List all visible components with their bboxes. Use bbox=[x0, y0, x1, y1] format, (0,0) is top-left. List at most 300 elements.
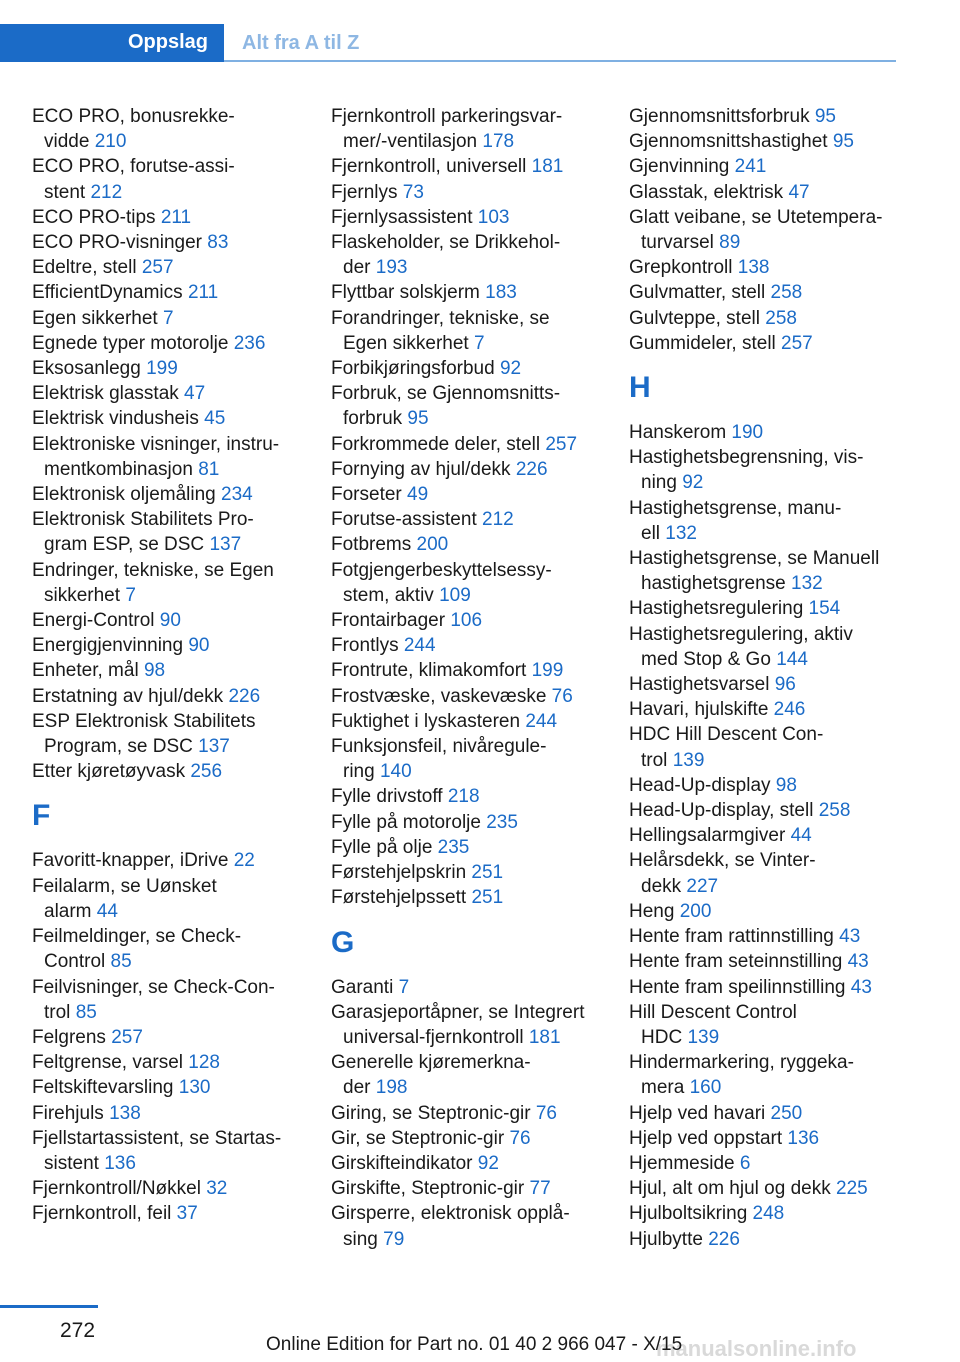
entry-text: ECO PRO, forutse-assi- bbox=[32, 156, 235, 178]
index-entry-continuation bbox=[32, 899, 312, 924]
page-link[interactable]: 178 bbox=[482, 131, 515, 153]
entry-text: Feltskiftevarsling bbox=[32, 1077, 179, 1099]
entry-text: Fornying av hjul/dekk bbox=[331, 458, 516, 480]
entry-text: Forkrommede deler, stell bbox=[331, 433, 546, 455]
page-link[interactable]: 258 bbox=[818, 800, 851, 822]
entry-text: Gummideler, stell bbox=[629, 332, 782, 354]
entry-text: Garasjeportåpner, se Integrert bbox=[331, 1001, 585, 1023]
entry-text: mer/-ventilasjon bbox=[343, 131, 483, 153]
page-link[interactable]: 136 bbox=[787, 1127, 820, 1149]
entry-text: mera bbox=[641, 1077, 690, 1099]
index-entry-continuation bbox=[629, 230, 909, 255]
letter-heading: H bbox=[629, 371, 651, 405]
page-link[interactable]: 235 bbox=[437, 836, 470, 858]
index-entry bbox=[32, 874, 312, 899]
index-entry bbox=[629, 1227, 909, 1252]
page-link[interactable]: 76 bbox=[535, 1102, 557, 1124]
index-entry bbox=[331, 1176, 611, 1201]
index-entry bbox=[629, 496, 909, 521]
entry-text: Eksosanlegg bbox=[32, 358, 147, 380]
index-entry bbox=[629, 255, 909, 280]
page-link[interactable]: 139 bbox=[687, 1026, 720, 1048]
entry-text: Fuktighet i lyskasteren bbox=[331, 710, 526, 732]
page-link[interactable]: 43 bbox=[839, 926, 861, 948]
page-link[interactable]: 225 bbox=[836, 1178, 868, 1200]
entry-text: Feltgrense, varsel bbox=[32, 1052, 189, 1074]
entry-text: Elektrisk vindusheis bbox=[32, 408, 205, 430]
index-entry-continuation bbox=[629, 521, 909, 546]
entry-text: Hastighetsgrense, se Manuell bbox=[629, 548, 880, 570]
entry-text: gram ESP, se DSC bbox=[44, 534, 210, 556]
page-link[interactable]: 37 bbox=[176, 1203, 198, 1225]
entry-text: ell bbox=[641, 522, 666, 544]
index-entry bbox=[32, 759, 312, 784]
index-entry bbox=[629, 596, 909, 621]
index-entry bbox=[629, 924, 909, 949]
page-link[interactable]: 22 bbox=[233, 850, 255, 872]
page-link[interactable]: 248 bbox=[752, 1203, 785, 1225]
index-entry bbox=[331, 205, 611, 230]
index-entry-continuation bbox=[331, 759, 611, 784]
index-entry bbox=[32, 1201, 312, 1226]
entry-text: Fylle drivstoff bbox=[331, 786, 448, 808]
page-link[interactable]: 44 bbox=[790, 825, 812, 847]
entry-text: Hjulbytte bbox=[629, 1228, 709, 1250]
index-entry bbox=[32, 633, 312, 658]
index-entry-continuation bbox=[629, 470, 909, 495]
page-link[interactable]: 76 bbox=[551, 685, 573, 707]
index-entry bbox=[331, 684, 611, 709]
page-link[interactable]: 183 bbox=[485, 282, 517, 304]
index-entry bbox=[629, 331, 909, 356]
page-link[interactable]: 95 bbox=[407, 408, 429, 430]
page-link[interactable]: 139 bbox=[672, 749, 705, 771]
entry-text: Hindermarkering, ryggeka- bbox=[629, 1052, 854, 1074]
page-link[interactable]: 103 bbox=[477, 206, 510, 228]
entry-text: Helårsdekk, se Vinter- bbox=[629, 850, 816, 872]
entry-text: Elektroniske visninger, instru- bbox=[32, 433, 280, 455]
entry-text: der bbox=[343, 257, 376, 279]
index-entry-continuation bbox=[331, 1227, 611, 1252]
entry-text: Fotgjengerbeskyttelsessy- bbox=[331, 559, 552, 581]
entry-text: Program, se DSC bbox=[44, 736, 199, 758]
page-link[interactable]: 199 bbox=[146, 358, 178, 380]
letter-heading: G bbox=[331, 925, 355, 959]
entry-text: Hellingsalarmgiver bbox=[629, 825, 791, 847]
entry-text: Fotbrems bbox=[331, 534, 417, 556]
index-entry bbox=[629, 306, 909, 331]
page-link[interactable]: 250 bbox=[770, 1102, 803, 1124]
index-entry bbox=[331, 975, 611, 1000]
index-entry bbox=[331, 885, 611, 910]
page-link[interactable]: 181 bbox=[528, 1026, 561, 1048]
index-entry bbox=[32, 230, 312, 255]
index-entry bbox=[331, 860, 611, 885]
page-link[interactable]: 83 bbox=[207, 232, 229, 254]
entry-text: Førstehjelpssett bbox=[331, 887, 472, 909]
entry-text: sing bbox=[343, 1228, 384, 1250]
index-entry bbox=[629, 1151, 909, 1176]
page-link[interactable]: 130 bbox=[178, 1077, 211, 1099]
entry-text: Firehjuls bbox=[32, 1102, 110, 1124]
page-link[interactable]: 106 bbox=[450, 610, 483, 632]
index-entry-continuation bbox=[32, 734, 312, 759]
index-entry-continuation bbox=[331, 129, 611, 154]
index-entry bbox=[331, 1126, 611, 1151]
entry-text: Energigjenvinning bbox=[32, 635, 189, 657]
page-link[interactable]: 199 bbox=[531, 660, 564, 682]
page-link[interactable]: 47 bbox=[184, 383, 206, 405]
entry-text: Glatt veibane, se Utetempera- bbox=[629, 206, 883, 228]
entry-text: Girskifte, Steptronic-gir bbox=[331, 1178, 530, 1200]
index-entry bbox=[32, 406, 312, 431]
page-link[interactable]: 85 bbox=[75, 1001, 97, 1023]
entry-text: trol bbox=[641, 749, 673, 771]
page-link[interactable]: 77 bbox=[529, 1178, 551, 1200]
entry-text: Hjul, alt om hjul og dekk bbox=[629, 1178, 836, 1200]
index-entry bbox=[32, 975, 312, 1000]
page-link[interactable]: 251 bbox=[471, 862, 504, 884]
entry-text: Forseter bbox=[331, 484, 408, 506]
index-entry bbox=[331, 154, 611, 179]
edition-note: Online Edition for Part no. 01 40 2 966 047 - X/15 bbox=[266, 1334, 683, 1355]
entry-text: Gjennomsnittshastighet bbox=[629, 131, 833, 153]
index-entry bbox=[32, 507, 312, 532]
index-entry bbox=[32, 1050, 312, 1075]
page-link[interactable]: 138 bbox=[737, 257, 770, 279]
entry-text: Generelle kjøremerkna- bbox=[331, 1052, 531, 1074]
tab-oppslag[interactable] bbox=[0, 24, 224, 62]
page-number: 272 bbox=[60, 1319, 96, 1342]
page-link[interactable]: 92 bbox=[682, 472, 704, 494]
page-link[interactable]: 128 bbox=[188, 1052, 220, 1074]
entry-text: Elektronisk Stabilitets Pro- bbox=[32, 509, 254, 531]
page-link[interactable]: 79 bbox=[383, 1228, 405, 1250]
index-entry bbox=[629, 899, 909, 924]
page-link[interactable]: 154 bbox=[808, 598, 841, 620]
entry-text: Hjulboltsikring bbox=[629, 1203, 753, 1225]
page-link[interactable]: 136 bbox=[104, 1152, 136, 1174]
page-link[interactable]: 43 bbox=[850, 976, 872, 998]
index-entry bbox=[629, 798, 909, 823]
index-entry bbox=[331, 230, 611, 255]
index-entry bbox=[32, 356, 312, 381]
entry-text: ECO PRO-visninger bbox=[32, 232, 208, 254]
page-link[interactable]: 92 bbox=[499, 358, 522, 380]
index-entry-continuation bbox=[629, 647, 909, 672]
index-entry bbox=[331, 608, 611, 633]
entry-text: stem, aktiv bbox=[343, 584, 440, 606]
entry-text: Giring, se Steptronic-gir bbox=[331, 1102, 536, 1124]
entry-text: Enheter, mål bbox=[32, 660, 144, 682]
page-link[interactable]: 218 bbox=[447, 786, 480, 808]
page-link[interactable]: 7 bbox=[398, 976, 410, 998]
entry-text: Girskifteindikator bbox=[331, 1152, 478, 1174]
entry-text: Head-Up-display, stell bbox=[629, 800, 819, 822]
index-entry bbox=[32, 1176, 312, 1201]
entry-text: Grepkontroll bbox=[629, 257, 738, 279]
tab-alt-fra-a-til-z[interactable]: Alt fra A til Z bbox=[242, 32, 360, 54]
entry-text: Fjernkontroll/Nøkkel bbox=[32, 1178, 207, 1200]
page-link[interactable]: 256 bbox=[190, 761, 223, 783]
page-link[interactable]: 211 bbox=[160, 206, 192, 228]
page-link[interactable]: 90 bbox=[159, 610, 181, 632]
index-entry bbox=[331, 532, 611, 557]
index-entry bbox=[629, 1000, 909, 1025]
entry-text: Hjelp ved havari bbox=[629, 1102, 771, 1124]
page-link[interactable]: 109 bbox=[439, 584, 471, 606]
index-entry-continuation bbox=[331, 583, 611, 608]
page-link[interactable]: 92 bbox=[477, 1152, 499, 1174]
entry-text: Frontairbager bbox=[331, 610, 451, 632]
entry-text: Garanti bbox=[331, 976, 399, 998]
page-link[interactable]: 226 bbox=[228, 685, 261, 707]
index-entry bbox=[32, 1126, 312, 1151]
index-entry bbox=[629, 104, 909, 129]
page-link[interactable]: 190 bbox=[731, 422, 764, 444]
index-entry-continuation bbox=[32, 532, 312, 557]
page-link[interactable]: 257 bbox=[781, 332, 813, 354]
entry-text: hastighetsgrense bbox=[641, 573, 791, 595]
page-link[interactable]: 45 bbox=[204, 408, 226, 430]
index-entry-continuation bbox=[32, 949, 312, 974]
page-link[interactable]: 226 bbox=[515, 458, 548, 480]
index-entry bbox=[629, 420, 909, 445]
page-link[interactable]: 73 bbox=[402, 181, 424, 203]
entry-text: Feilmeldinger, se Check- bbox=[32, 926, 242, 948]
page-link[interactable]: 90 bbox=[188, 635, 210, 657]
index-entry bbox=[32, 558, 312, 583]
entry-text: HDC Hill Descent Con- bbox=[629, 724, 824, 746]
entry-text: trol bbox=[44, 1001, 76, 1023]
page-link[interactable]: 244 bbox=[525, 710, 558, 732]
page-link[interactable]: 211 bbox=[187, 282, 219, 304]
index-entry-continuation bbox=[331, 406, 611, 431]
page-link[interactable]: 200 bbox=[679, 900, 712, 922]
index-entry bbox=[331, 104, 611, 129]
entry-text: Gjennomsnittsforbruk bbox=[629, 106, 815, 127]
entry-text: sikkerhet bbox=[44, 584, 126, 606]
entry-text: Endringer, tekniske, se Egen bbox=[32, 559, 274, 581]
page-link[interactable]: 258 bbox=[765, 307, 797, 329]
entry-text: Feilvisninger, se Check-Con- bbox=[32, 976, 275, 998]
index-entry bbox=[629, 546, 909, 571]
entry-text: sistent bbox=[44, 1152, 105, 1174]
watermark: manualsonline.info bbox=[656, 1336, 857, 1361]
entry-text: Erstatning av hjul/dekk bbox=[32, 685, 229, 707]
entry-text: Frontrute, klimakomfort bbox=[331, 660, 532, 682]
index-entry-continuation bbox=[629, 874, 909, 899]
page-link[interactable]: 210 bbox=[94, 131, 127, 153]
entry-text: Hanskerom bbox=[629, 422, 732, 444]
page-link[interactable]: 258 bbox=[770, 282, 803, 304]
page-link[interactable]: 85 bbox=[110, 951, 132, 973]
index-entry bbox=[32, 1025, 312, 1050]
entry-text: Head-Up-display bbox=[629, 774, 776, 796]
page-link[interactable]: 212 bbox=[482, 509, 514, 531]
index-entry bbox=[629, 1050, 909, 1075]
index-entry-continuation bbox=[629, 1075, 909, 1100]
index-entry bbox=[32, 154, 312, 179]
entry-text: Funksjonsfeil, nivåregule- bbox=[331, 736, 547, 758]
page-link[interactable]: 235 bbox=[486, 811, 518, 833]
page-link[interactable]: 257 bbox=[141, 257, 174, 279]
entry-text: Fjellstartassistent, se Startas- bbox=[32, 1127, 282, 1149]
entry-text: Favoritt-knapper, iDrive bbox=[32, 850, 234, 872]
index-entry bbox=[629, 1101, 909, 1126]
index-entry bbox=[32, 331, 312, 356]
page-link[interactable]: 6 bbox=[739, 1152, 751, 1174]
entry-text: Hastighetsregulering bbox=[629, 598, 809, 620]
page-link[interactable]: 7 bbox=[473, 332, 485, 354]
index-entry bbox=[629, 154, 909, 179]
index-entry bbox=[32, 684, 312, 709]
page-link[interactable]: 98 bbox=[143, 660, 166, 682]
page-link[interactable]: 95 bbox=[832, 131, 854, 153]
entry-text: Forutse-assistent bbox=[331, 509, 482, 531]
index-entry bbox=[32, 306, 312, 331]
index-entry bbox=[629, 622, 909, 647]
page-link[interactable]: 7 bbox=[125, 584, 136, 606]
index-entry bbox=[32, 924, 312, 949]
entry-text: Hastighetsgrense, manu- bbox=[629, 497, 842, 519]
index-entry bbox=[32, 848, 312, 873]
page-link[interactable]: 181 bbox=[531, 156, 564, 178]
index-entry-continuation bbox=[629, 748, 909, 773]
entry-text: Fylle på motorolje bbox=[331, 811, 487, 833]
entry-text: Frostvæske, vaskevæske bbox=[331, 685, 552, 707]
index-entry bbox=[331, 306, 611, 331]
index-column-2 bbox=[331, 104, 611, 1252]
page-link[interactable]: 138 bbox=[109, 1102, 141, 1124]
page-link[interactable]: 81 bbox=[198, 458, 220, 480]
index-entry bbox=[629, 180, 909, 205]
index-entry-continuation bbox=[32, 1000, 312, 1025]
entry-text: Forbikjøringsforbud bbox=[331, 358, 500, 380]
page-link[interactable]: 95 bbox=[814, 106, 836, 127]
index-entry bbox=[331, 1101, 611, 1126]
index-entry bbox=[629, 848, 909, 873]
index-entry bbox=[331, 784, 611, 809]
entry-text: ning bbox=[641, 472, 683, 494]
page-link[interactable]: 227 bbox=[686, 875, 719, 897]
entry-text: ring bbox=[343, 761, 380, 783]
index-entry bbox=[331, 381, 611, 406]
page-link[interactable]: 96 bbox=[774, 674, 796, 696]
entry-text: universal-fjernkontroll bbox=[343, 1026, 529, 1048]
page-link[interactable]: 251 bbox=[471, 887, 504, 909]
entry-text: Glasstak, elektrisk bbox=[629, 181, 789, 203]
entry-text: Egnede typer motorolje bbox=[32, 332, 234, 354]
page-link[interactable]: 257 bbox=[111, 1026, 143, 1048]
entry-text: Hente fram rattinnstilling bbox=[629, 926, 840, 948]
index-entry bbox=[629, 129, 909, 154]
index-entry-continuation bbox=[629, 1025, 909, 1050]
page-link[interactable]: 200 bbox=[416, 534, 449, 556]
page-link[interactable]: 160 bbox=[689, 1077, 722, 1099]
page-link[interactable]: 132 bbox=[665, 522, 697, 544]
index-entry-continuation bbox=[32, 457, 312, 482]
index-entry-continuation bbox=[629, 571, 909, 596]
entry-text: Gir, se Steptronic-gir bbox=[331, 1127, 510, 1149]
index-entry bbox=[32, 709, 312, 734]
entry-text: Heng bbox=[629, 900, 680, 922]
page-link[interactable]: 132 bbox=[791, 573, 823, 595]
page-link[interactable]: 198 bbox=[375, 1077, 408, 1099]
page-link[interactable]: 76 bbox=[509, 1127, 531, 1149]
entry-text: Elektrisk glasstak bbox=[32, 383, 185, 405]
page-link[interactable]: 241 bbox=[734, 156, 767, 178]
index-entry bbox=[331, 1151, 611, 1176]
page-link[interactable]: 98 bbox=[775, 774, 797, 796]
index-entry bbox=[629, 1176, 909, 1201]
index-entry bbox=[629, 445, 909, 470]
entry-text: Control bbox=[44, 951, 111, 973]
index-entry bbox=[331, 482, 611, 507]
index-entry bbox=[32, 658, 312, 683]
page-link[interactable]: 137 bbox=[198, 736, 230, 758]
index-entry bbox=[331, 709, 611, 734]
index-entry bbox=[331, 1050, 611, 1075]
index-entry bbox=[32, 1075, 312, 1100]
index-entry bbox=[331, 280, 611, 305]
index-entry bbox=[32, 381, 312, 406]
page-link[interactable]: 49 bbox=[407, 484, 429, 506]
entry-text: Energi-Control bbox=[32, 610, 160, 632]
entry-text: Flyttbar solskjerm bbox=[331, 282, 486, 304]
index-entry bbox=[32, 482, 312, 507]
page-link[interactable]: 137 bbox=[209, 534, 242, 556]
page-link[interactable]: 236 bbox=[233, 332, 266, 354]
index-entry bbox=[331, 180, 611, 205]
page-link[interactable]: 47 bbox=[788, 181, 810, 203]
page-link[interactable]: 246 bbox=[773, 699, 806, 721]
entry-text: Hjemmeside bbox=[629, 1152, 740, 1174]
index-entry-continuation bbox=[331, 1025, 611, 1050]
entry-text: Gjenvinning bbox=[629, 156, 735, 178]
entry-text: Gulvteppe, stell bbox=[629, 307, 766, 329]
entry-text: Girsperre, elektronisk opplå- bbox=[331, 1203, 570, 1225]
entry-text: Flaskeholder, se Drikkehol- bbox=[331, 232, 561, 254]
entry-text: stent bbox=[44, 181, 91, 203]
entry-text: Havari, hjulskifte bbox=[629, 699, 774, 721]
page-link[interactable]: 144 bbox=[776, 648, 808, 670]
page-link[interactable]: 7 bbox=[162, 307, 174, 329]
entry-text: Gulvmatter, stell bbox=[629, 282, 771, 304]
page-link[interactable]: 89 bbox=[719, 232, 741, 254]
index-entry bbox=[32, 280, 312, 305]
page-link[interactable]: 32 bbox=[206, 1178, 228, 1200]
page-link[interactable]: 244 bbox=[403, 635, 436, 657]
entry-text: Fjernkontroll, universell bbox=[331, 156, 532, 178]
page-link[interactable]: 43 bbox=[847, 951, 869, 973]
index-entry bbox=[331, 507, 611, 532]
page-link[interactable]: 226 bbox=[708, 1228, 740, 1250]
page-link[interactable]: 140 bbox=[379, 761, 412, 783]
entry-text: Etter kjøretøyvask bbox=[32, 761, 191, 783]
page-link[interactable]: 234 bbox=[221, 484, 253, 506]
entry-text: Hente fram speilinnstilling bbox=[629, 976, 851, 998]
index-entry-continuation bbox=[331, 1075, 611, 1100]
page-link[interactable]: 257 bbox=[545, 433, 578, 455]
entry-text: Førstehjelpskrin bbox=[331, 862, 472, 884]
header-divider bbox=[224, 60, 896, 62]
page-link[interactable]: 212 bbox=[90, 181, 123, 203]
entry-text: vidde bbox=[44, 131, 95, 153]
index-entry bbox=[629, 697, 909, 722]
page-link[interactable]: 193 bbox=[375, 257, 408, 279]
page-link[interactable]: 44 bbox=[96, 900, 118, 922]
